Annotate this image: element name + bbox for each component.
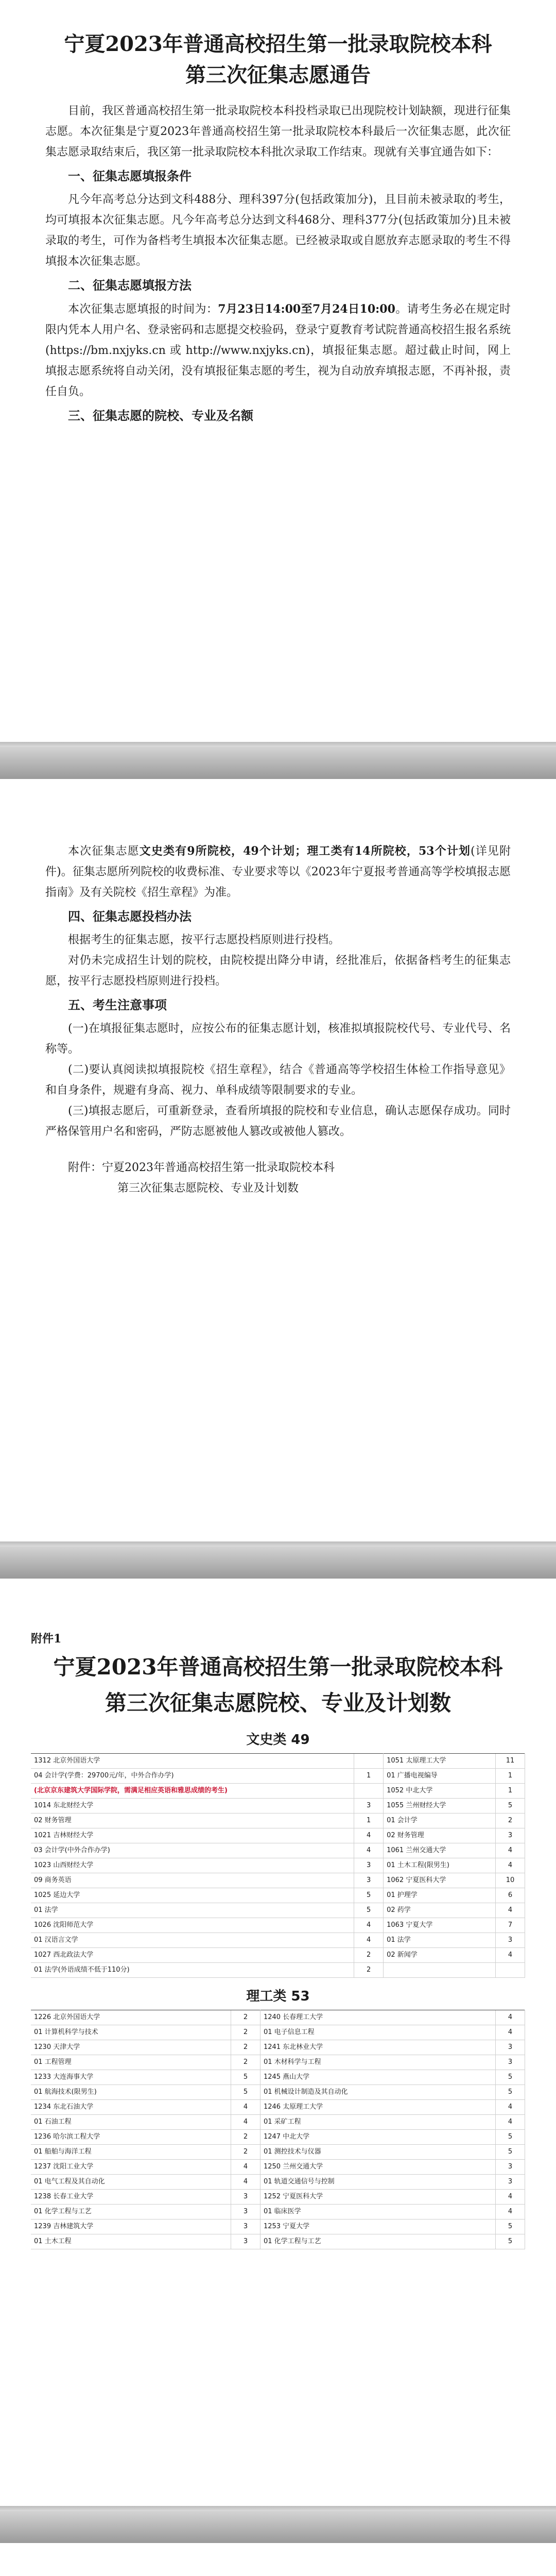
table-row — [31, 1873, 525, 1888]
left-cell: 1233 大连海事大学 — [31, 2070, 231, 2085]
section5-title: 五、考生注意事项 — [68, 997, 167, 1012]
attachment-note-2: 第三次征集志愿院校、专业及计划数 — [117, 1182, 299, 1195]
left-num: 2 — [354, 1948, 384, 1963]
right-cell: 1051 太原理工大学 — [384, 1754, 496, 1769]
right-cell: 01 临床医学 — [260, 2205, 495, 2219]
left-num: 5 — [354, 1888, 384, 1903]
left-num: 4 — [354, 1843, 384, 1858]
left-cell: 01 土木工程 — [31, 2234, 231, 2249]
left-cell: 01 法学(外语成绩不低于110分) — [31, 1963, 354, 1978]
left-num: 4 — [354, 1933, 384, 1948]
left-cell: 1014 东北财经大学 — [31, 1799, 354, 1814]
right-cell: 01 法学 — [384, 1933, 496, 1948]
table-row — [31, 2115, 525, 2130]
left-num: 2 — [231, 2130, 260, 2145]
right-cell: 01 轨道交通信号与控制 — [260, 2175, 495, 2190]
left-num: 1 — [354, 1814, 384, 1828]
right-num: 3 — [496, 2040, 525, 2055]
left-num: 2 — [231, 2040, 260, 2055]
left-cell: 1238 长春工业大学 — [31, 2190, 231, 2205]
page-separator — [0, 1541, 556, 1579]
section2-time: 7月23日14:00至7月24日10:00 — [218, 302, 395, 316]
table-row — [31, 2025, 525, 2040]
right-cell: 1253 宁夏大学 — [260, 2219, 495, 2234]
section3-body-a: 本次征集志愿 — [68, 845, 140, 858]
table-row — [31, 1918, 525, 1933]
right-cell: 1246 太原理工大学 — [260, 2100, 495, 2115]
attachment-note-1: 附件：宁夏2023年普通高校招生第一批录取院校本科 — [68, 1161, 335, 1174]
li-header: 理工类 53 — [246, 1989, 310, 2004]
left-num: 2 — [354, 1963, 384, 1978]
section4-title: 四、征集志愿投档办法 — [68, 909, 192, 924]
table-row — [31, 1963, 525, 1978]
table-row — [31, 2085, 525, 2100]
left-num: 3 — [354, 1858, 384, 1873]
right-num: 5 — [496, 2085, 525, 2100]
section3-body-b: (详见附件)。征集志愿所列院校的收费标准、专业要求等以《2023年宁夏报考普通高等学校填报志愿指南》及有关院校《招生章程》为准。 — [45, 845, 511, 899]
table-row — [31, 2070, 525, 2085]
section3-bold: 文史类有9所院校，49个计划；理工类有14所院校，53个计划 — [139, 844, 471, 858]
right-num: 5 — [496, 2234, 525, 2249]
right-num: 3 — [496, 2175, 525, 2190]
right-num — [496, 1963, 525, 1978]
left-cell: 1025 延边大学 — [31, 1888, 354, 1903]
right-cell: 1240 长春理工大学 — [260, 2010, 495, 2025]
left-cell: 1023 山西财经大学 — [31, 1858, 354, 1873]
right-cell: 1055 兰州财经大学 — [384, 1799, 496, 1814]
left-cell: 1027 西北政法大学 — [31, 1948, 354, 1963]
right-cell: 1062 宁夏医科大学 — [384, 1873, 496, 1888]
left-num: 3 — [231, 2234, 260, 2249]
table-row — [31, 1903, 525, 1918]
right-num: 4 — [496, 2205, 525, 2219]
left-num: 4 — [231, 2115, 260, 2130]
left-num: 5 — [231, 2070, 260, 2085]
left-cell: 1226 北京外国语大学 — [31, 2010, 231, 2025]
right-num: 4 — [496, 1903, 525, 1918]
table-row — [31, 2160, 525, 2175]
right-cell: 01 化学工程与工艺 — [260, 2234, 495, 2249]
left-cell: 01 汉语言文学 — [31, 1933, 354, 1948]
section2-body-b: 。请考生务必在规定时限内凭本人用户名、登录密码和志愿提交校验码，登录宁夏教育考试院普通高校招生报名系统(https://bm.nxjyks.cn 或 http://www.nxjyks.cn)，填报征集志愿。超过截止时间，网上填报志愿系统将自动关闭，没有填报征集志愿的考生，视为自动放弃填报志愿，不再补报，责任自负。 — [45, 303, 511, 398]
section2-title: 二、征集志愿填报方法 — [68, 278, 192, 293]
left-num — [354, 1754, 384, 1769]
plan-title-line1: 宁夏2023年普通高校招生第一批录取院校本科 — [53, 1654, 503, 1680]
wen-header: 文史类 49 — [246, 1732, 310, 1748]
right-cell: 02 财务管理 — [384, 1828, 496, 1843]
left-cell: 1236 哈尔滨工程大学 — [31, 2130, 231, 2145]
right-num: 3 — [496, 1828, 525, 1843]
right-cell: 02 药学 — [384, 1903, 496, 1918]
notice-title-line2: 第三次征集志愿通告 — [185, 63, 371, 87]
section2-body — [45, 299, 511, 402]
right-cell: 1052 中北大学 — [384, 1784, 496, 1799]
right-cell: 01 测控技术与仪器 — [260, 2145, 495, 2160]
table-row — [31, 2175, 525, 2190]
section3-body — [45, 841, 511, 903]
left-cell: 01 电气工程及其自动化 — [31, 2175, 231, 2190]
right-num: 10 — [496, 1873, 525, 1888]
page-separator — [0, 2506, 556, 2543]
table-row — [31, 2100, 525, 2115]
left-num: 3 — [231, 2190, 260, 2205]
right-cell: 01 会计学 — [384, 1814, 496, 1828]
right-num: 4 — [496, 2025, 525, 2040]
left-cell: 04 会计学(学费：29700元/年，中外合作办学) — [31, 1769, 354, 1784]
left-cell: 02 财务管理 — [31, 1814, 354, 1828]
right-cell: 01 土木工程(限男生) — [384, 1858, 496, 1873]
right-num: 2 — [496, 1814, 525, 1828]
table-row — [31, 1814, 525, 1828]
right-cell — [384, 1963, 496, 1978]
right-cell: 1247 中北大学 — [260, 2130, 495, 2145]
left-num: 4 — [231, 2175, 260, 2190]
notice-title-line1: 宁夏2023年普通高校招生第一批录取院校本科 — [64, 32, 492, 56]
right-num: 4 — [496, 1858, 525, 1873]
left-cell: 1312 北京外国语大学 — [31, 1754, 354, 1769]
section3-title: 三、征集志愿的院校、专业及名额 — [68, 408, 253, 423]
right-cell: 1250 兰州交通大学 — [260, 2160, 495, 2175]
left-num: 3 — [231, 2205, 260, 2219]
right-num: 5 — [496, 2130, 525, 2145]
right-num: 3 — [496, 2160, 525, 2175]
section2-body-a: 本次征集志愿填报的时间为： — [68, 303, 218, 316]
left-num: 3 — [231, 2219, 260, 2234]
right-cell: 01 采矿工程 — [260, 2115, 495, 2130]
right-num: 5 — [496, 1799, 525, 1814]
right-num: 1 — [496, 1784, 525, 1799]
left-cell: 1021 吉林财经大学 — [31, 1828, 354, 1843]
table-row — [31, 2055, 525, 2070]
right-num: 4 — [496, 1843, 525, 1858]
section4-body2: 对仍未完成招生计划的院校，由院校提出降分申请，经批准后，依据备档考生的征集志愿，按平行志愿投档原则进行投档。 — [45, 954, 511, 988]
right-cell: 02 新闻学 — [384, 1948, 496, 1963]
right-cell: 01 木材科学与工程 — [260, 2055, 495, 2070]
attachment-page — [0, 1579, 556, 2506]
table-row — [31, 1754, 525, 1769]
left-num: 5 — [354, 1903, 384, 1918]
right-num: 4 — [496, 2100, 525, 2115]
left-num: 4 — [231, 2100, 260, 2115]
right-num: 1 — [496, 1769, 525, 1784]
left-cell: 01 工程管理 — [31, 2055, 231, 2070]
table-row — [31, 1933, 525, 1948]
left-cell: 01 法学 — [31, 1903, 354, 1918]
right-num: 3 — [496, 1933, 525, 1948]
notice-title — [45, 29, 511, 91]
left-cell: 1237 沈阳工业大学 — [31, 2160, 231, 2175]
left-num: 3 — [354, 1799, 384, 1814]
section5-item3: (三)填报志愿后，可重新登录，查看所填报的院校和专业信息，确认志愿保存成功。同时严格保管用户名和密码，严防志愿被他人篡改或被他人篡改。 — [45, 1105, 511, 1138]
table-row — [31, 2205, 525, 2219]
left-num: 4 — [231, 2160, 260, 2175]
section5-item1: (一)在填报征集志愿时，应按公布的征集志愿计划，核准拟填报院校代号、专业代号、名称等。 — [45, 1022, 511, 1056]
left-cell: 09 商务英语 — [31, 1873, 354, 1888]
li-table — [31, 2010, 525, 2249]
left-cell: 01 计算机科学与技术 — [31, 2025, 231, 2040]
right-cell: 1061 兰州交通大学 — [384, 1843, 496, 1858]
left-cell: 01 船舶与海洋工程 — [31, 2145, 231, 2160]
table-row — [31, 2234, 525, 2249]
table-row — [31, 1888, 525, 1903]
left-num: 2 — [231, 2145, 260, 2160]
right-cell: 1241 东北林业大学 — [260, 2040, 495, 2055]
right-num: 7 — [496, 1918, 525, 1933]
right-num: 4 — [496, 2190, 525, 2205]
right-num: 4 — [496, 1948, 525, 1963]
left-num: 4 — [354, 1828, 384, 1843]
table-row — [31, 1769, 525, 1784]
section1-title: 一、征集志愿填报条件 — [68, 168, 192, 183]
left-num: 4 — [354, 1918, 384, 1933]
right-cell: 01 广播电视编导 — [384, 1769, 496, 1784]
notice-intro: 目前，我区普通高校招生第一批录取院校本科投档录取已出现院校计划缺额，现进行征集志愿。本次征集是宁夏2023年普通高校招生第一批录取院校本科最后一次征集志愿，此次征集志愿录取结束后，我区第一批录取院校本科批次录取工作结束。现就有关事宜通告如下： — [45, 105, 511, 159]
attachment-label: 附件1 — [31, 1632, 62, 1646]
left-num: 1 — [354, 1769, 384, 1784]
section1-body: 凡今年高考总分达到文科488分、理科397分(包括政策加分)，且目前未被录取的考生，均可填报本次征集志愿。凡今年高考总分达到文科468分、理科377分(包括政策加分)且未被录取的考生，可作为备档考生填报本次征集志愿。已经被录取或自愿放弃志愿录取的考生不得填报本次征集志愿。 — [45, 193, 511, 268]
left-num: 2 — [231, 2010, 260, 2025]
table-row — [31, 1799, 525, 1814]
right-cell: 1245 燕山大学 — [260, 2070, 495, 2085]
right-num: 4 — [496, 2010, 525, 2025]
notice-page-2 — [0, 779, 556, 1541]
right-cell: 01 护理学 — [384, 1888, 496, 1903]
section4-body1: 根据考生的征集志愿，按平行志愿投档原则进行投档。 — [68, 934, 340, 946]
right-cell: 1063 宁夏大学 — [384, 1918, 496, 1933]
right-cell: 1252 宁夏医科大学 — [260, 2190, 495, 2205]
table-row — [31, 2190, 525, 2205]
right-num: 5 — [496, 2145, 525, 2160]
table-row — [31, 1828, 525, 1843]
table-row — [31, 1784, 525, 1799]
page-separator — [0, 742, 556, 779]
left-cell: 1026 沈阳师范大学 — [31, 1918, 354, 1933]
table-row — [31, 1858, 525, 1873]
left-num: 3 — [354, 1873, 384, 1888]
left-cell: 1234 东北石油大学 — [31, 2100, 231, 2115]
left-cell: 01 航海技术(限男生) — [31, 2085, 231, 2100]
left-num: 2 — [231, 2055, 260, 2070]
plan-title — [31, 1649, 525, 1721]
plan-title-line2: 第三次征集志愿院校、专业及计划数 — [105, 1690, 451, 1716]
table-row — [31, 2219, 525, 2234]
notice-page — [0, 0, 556, 742]
table-row — [31, 2145, 525, 2160]
left-cell: 01 石油工程 — [31, 2115, 231, 2130]
right-num: 3 — [496, 2055, 525, 2070]
left-cell: 03 会计学(中外合作办学) — [31, 1843, 354, 1858]
left-num — [354, 1784, 384, 1799]
right-num: 5 — [496, 2219, 525, 2234]
table-row — [31, 1843, 525, 1858]
left-cell: 1230 天津大学 — [31, 2040, 231, 2055]
left-cell: (北京京东建筑大学国际学院，需满足相应英语和雅思成绩的考生) — [31, 1784, 354, 1799]
table-row — [31, 2040, 525, 2055]
wen-table — [31, 1753, 525, 1978]
table-row — [31, 2010, 525, 2025]
section5-item2: (二)要认真阅读拟填报院校《招生章程》，结合《普通高等学校招生体检工作指导意见》和自身条件，规避有身高、视力、单科成绩等限制要求的专业。 — [45, 1063, 511, 1097]
right-num: 11 — [496, 1754, 525, 1769]
right-cell: 01 机械设计制造及其自动化 — [260, 2085, 495, 2100]
table-row — [31, 2130, 525, 2145]
right-num: 6 — [496, 1888, 525, 1903]
right-num: 4 — [496, 2115, 525, 2130]
table-row — [31, 1948, 525, 1963]
left-cell: 1239 吉林建筑大学 — [31, 2219, 231, 2234]
left-num: 2 — [231, 2025, 260, 2040]
left-cell: 01 化学工程与工艺 — [31, 2205, 231, 2219]
attachment-page-2 — [0, 2543, 556, 2576]
right-cell: 01 电子信息工程 — [260, 2025, 495, 2040]
left-num: 5 — [231, 2085, 260, 2100]
right-num: 5 — [496, 2070, 525, 2085]
